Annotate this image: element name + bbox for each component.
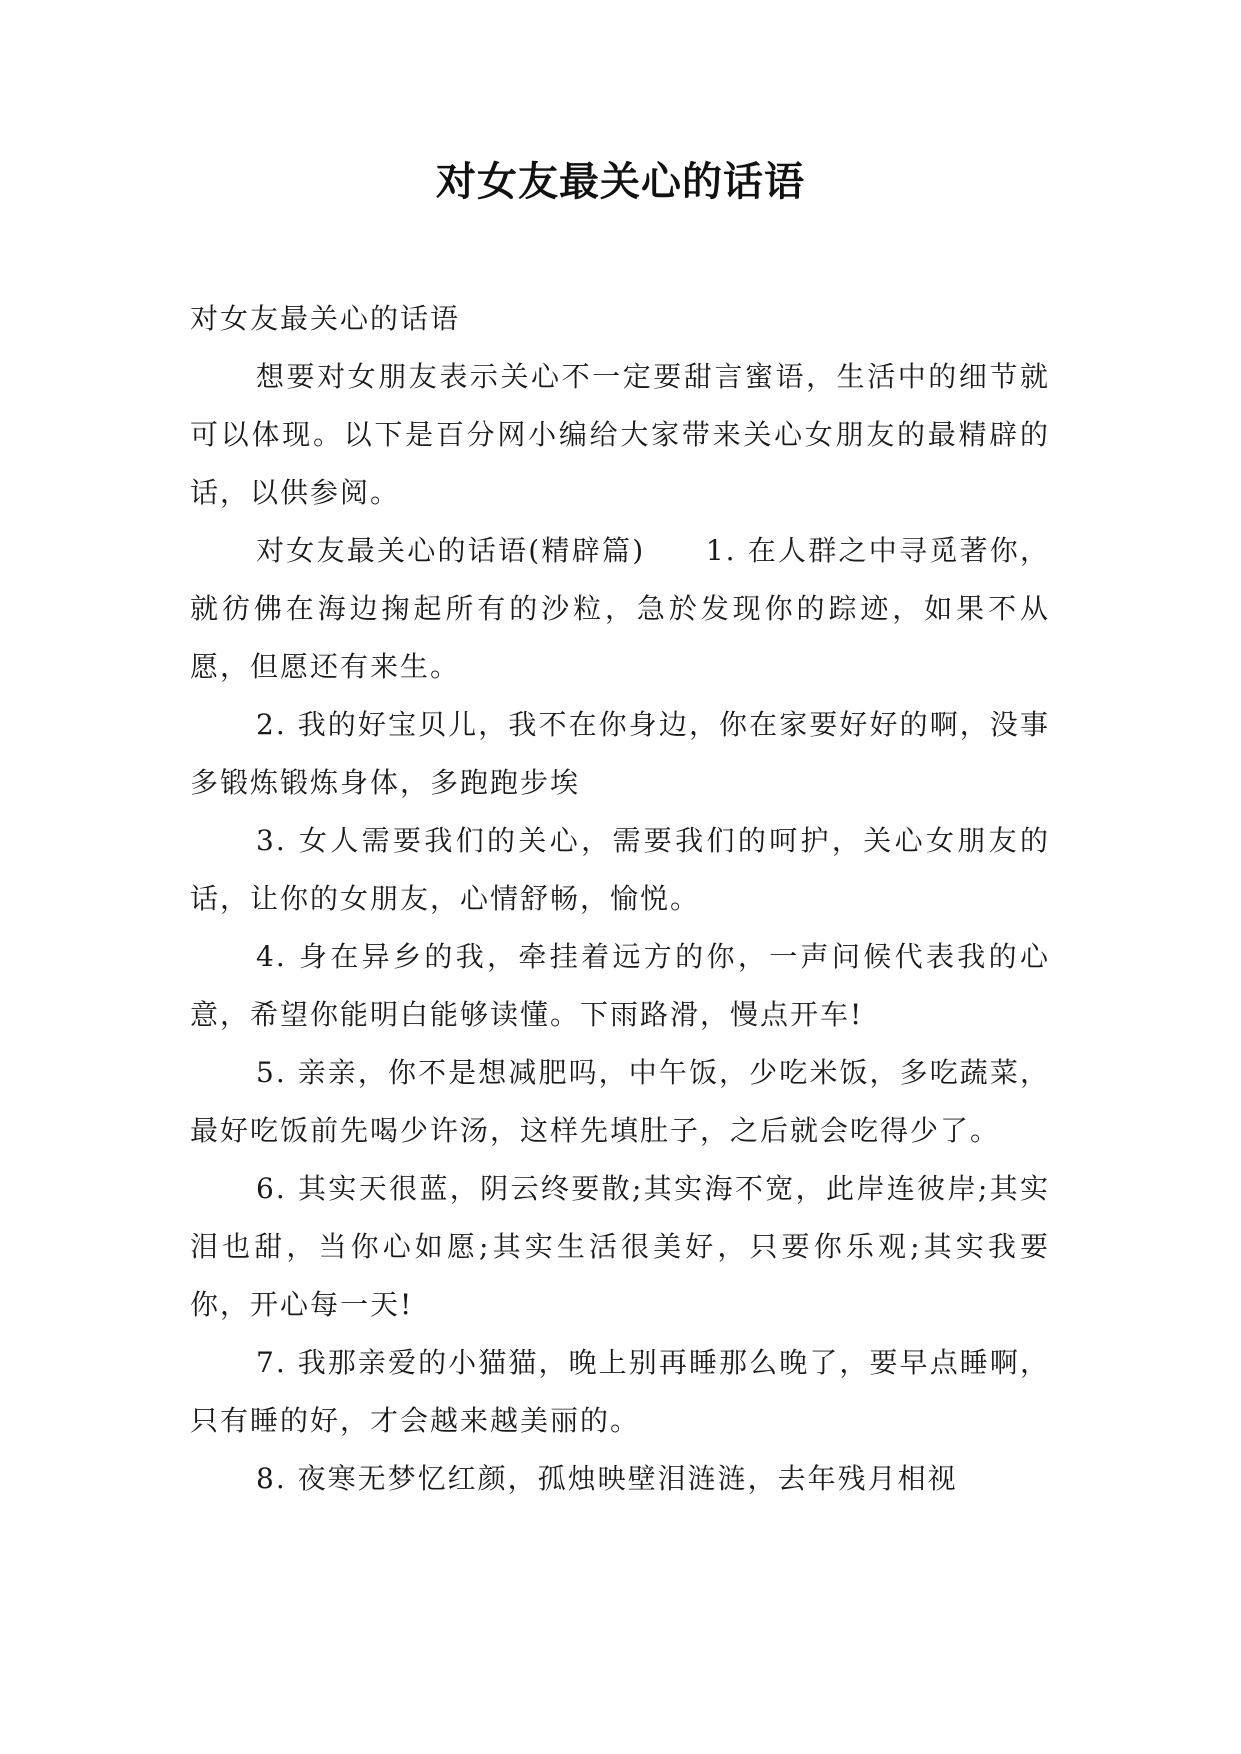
item-6-paragraph: 6. 其实天很蓝，阴云终要散;其实海不宽，此岸连彼岸;其实泪也甜，当你心如愿;其实生活很美好，只要你乐观;其实我要你，开心每一天! [190,1172,1050,1321]
item-7-paragraph: 7. 我那亲爱的小猫猫，晚上别再睡那么晚了，要早点睡啊，只有睡的好，才会越来越美丽的。 [190,1346,1050,1437]
item-3-paragraph: 3. 女人需要我们的关心，需要我们的呵护，关心女朋友的话，让你的女朋友，心情舒畅，愉悦。 [190,824,1050,915]
item-5-paragraph: 5. 亲亲，你不是想减肥吗，中午饭，少吃米饭，多吃蔬菜，最好吃饭前先喝少许汤，这样先填肚子，之后就会吃得少了。 [190,1056,1050,1147]
item-4-paragraph: 4. 身在异乡的我，牵挂着远方的你，一声问候代表我的心意，希望你能明白能够读懂。下雨路滑，慢点开车! [190,940,1050,1031]
intro-paragraph: 想要对女朋友表示关心不一定要甜言蜜语，生活中的细节就可以体现。以下是百分网小编给大家带来关心女朋友的最精辟的话，以供参阅。 [190,360,1050,509]
document-body [190,290,1050,1508]
document-title: 对女友最关心的话语 [436,159,805,205]
item-8-paragraph: 8. 夜寒无梦忆红颜，孤烛映壁泪涟涟，去年残月相视 [256,1462,958,1495]
subtitle-paragraph: 对女友最关心的话语 [190,302,461,335]
item-2-paragraph: 2. 我的好宝贝儿，我不在你身边，你在家要好好的啊，没事多锻炼锻炼身体，多跑跑步埃 [190,708,1050,799]
item-1-paragraph: 对女友最关心的话语(精辟篇) 1. 在人群之中寻觅著你，就彷佛在海边掬起所有的沙粒，急於发现你的踪迹，如果不从愿，但愿还有来生。 [190,534,1050,683]
